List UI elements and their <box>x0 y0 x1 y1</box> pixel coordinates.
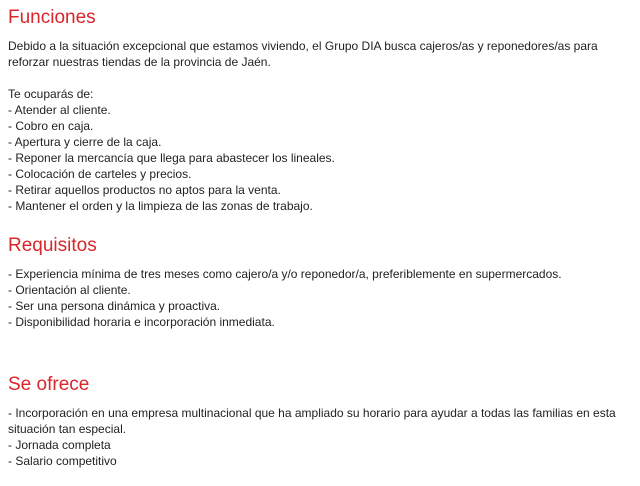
section-title-requisitos: Requisitos <box>8 235 97 256</box>
list-item: - Experiencia mínima de tres meses como cajero/a y/o reponedor/a, preferiblemente en supermercados. <box>8 266 632 282</box>
list-item: - Ser una persona dinámica y proactiva. <box>8 298 632 314</box>
requisitos-list <box>8 266 632 330</box>
list-item: - Atender al cliente. <box>8 102 632 118</box>
list-item: - Colocación de carteles y precios. <box>8 166 632 182</box>
section-title-funciones: Funciones <box>8 7 96 28</box>
list-item: - Orientación al cliente. <box>8 282 632 298</box>
se-ofrece-list <box>8 405 632 469</box>
list-item: - Reponer la mercancía que llega para abastecer los lineales. <box>8 150 632 166</box>
funciones-subheading: Te ocuparás de: <box>8 87 94 101</box>
list-item: - Salario competitivo <box>8 453 632 469</box>
list-item: - Cobro en caja. <box>8 118 632 134</box>
list-item: - Jornada completa <box>8 437 632 453</box>
list-item: - Retirar aquellos productos no aptos para la venta. <box>8 182 632 198</box>
funciones-intro: Debido a la situación excepcional que estamos viviendo, el Grupo DIA busca cajeros/as y reponedores/as para reforzar nuestras tiendas de la provincia de Jaén. <box>8 39 598 69</box>
list-item: - Mantener el orden y la limpieza de las zonas de trabajo. <box>8 198 632 214</box>
list-item: - Apertura y cierre de la caja. <box>8 134 632 150</box>
list-item: - Disponibilidad horaria e incorporación inmediata. <box>8 314 632 330</box>
section-title-se-ofrece: Se ofrece <box>8 374 90 395</box>
list-item: - Incorporación en una empresa multinacional que ha ampliado su horario para ayudar a todas las familias en esta situación tan especial. <box>8 405 632 437</box>
funciones-list <box>8 102 632 214</box>
